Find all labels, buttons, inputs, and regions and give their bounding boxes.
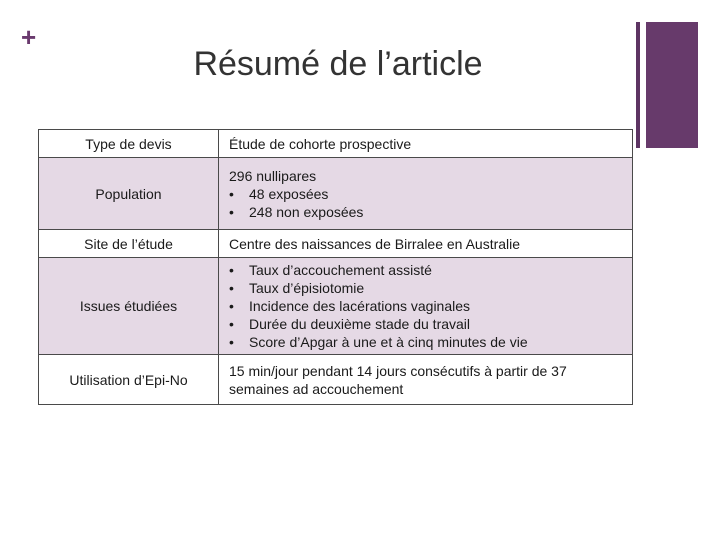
table-row [39,230,633,258]
table-row [39,258,633,355]
plus-icon: + [21,22,37,52]
row-value-population [219,158,633,230]
row-value-study-site: Centre des naissances de Birralee en Australie [219,230,633,258]
summary-table [38,129,633,405]
population-list [229,185,622,221]
table-row [39,130,633,158]
outcomes-list [229,261,622,351]
row-value-epi-no-use: 15 min/jour pendant 14 jours consécutifs à partir de 37 semaines ad accouchement [219,355,633,405]
list-item: • Taux d’accouchement assisté [229,261,622,279]
slide-title: Résumé de l’article [193,45,483,83]
population-total: 296 nullipares [229,167,317,184]
row-label-epi-no-use: Utilisation d’Epi-No [39,355,219,405]
row-label-design-type: Type de devis [39,130,219,158]
list-item: • Score d’Apgar à une et à cinq minutes de vie [229,333,622,351]
list-item: • Incidence des lacérations vaginales [229,297,622,315]
row-label-outcomes: Issues étudiées [39,258,219,355]
list-item: • 48 exposées [229,185,622,203]
decorative-accent-line [636,22,640,148]
list-item: • Durée du deuxième stade du travail [229,315,622,333]
table-row [39,355,633,405]
table-row [39,158,633,230]
row-label-study-site: Site de l’étude [39,230,219,258]
row-value-design-type: Étude de cohorte prospective [219,130,633,158]
list-item: • Taux d’épisiotomie [229,279,622,297]
list-item: • 248 non exposées [229,203,622,221]
row-label-population: Population [39,158,219,230]
row-value-outcomes [219,258,633,355]
decorative-accent-block [646,22,698,148]
